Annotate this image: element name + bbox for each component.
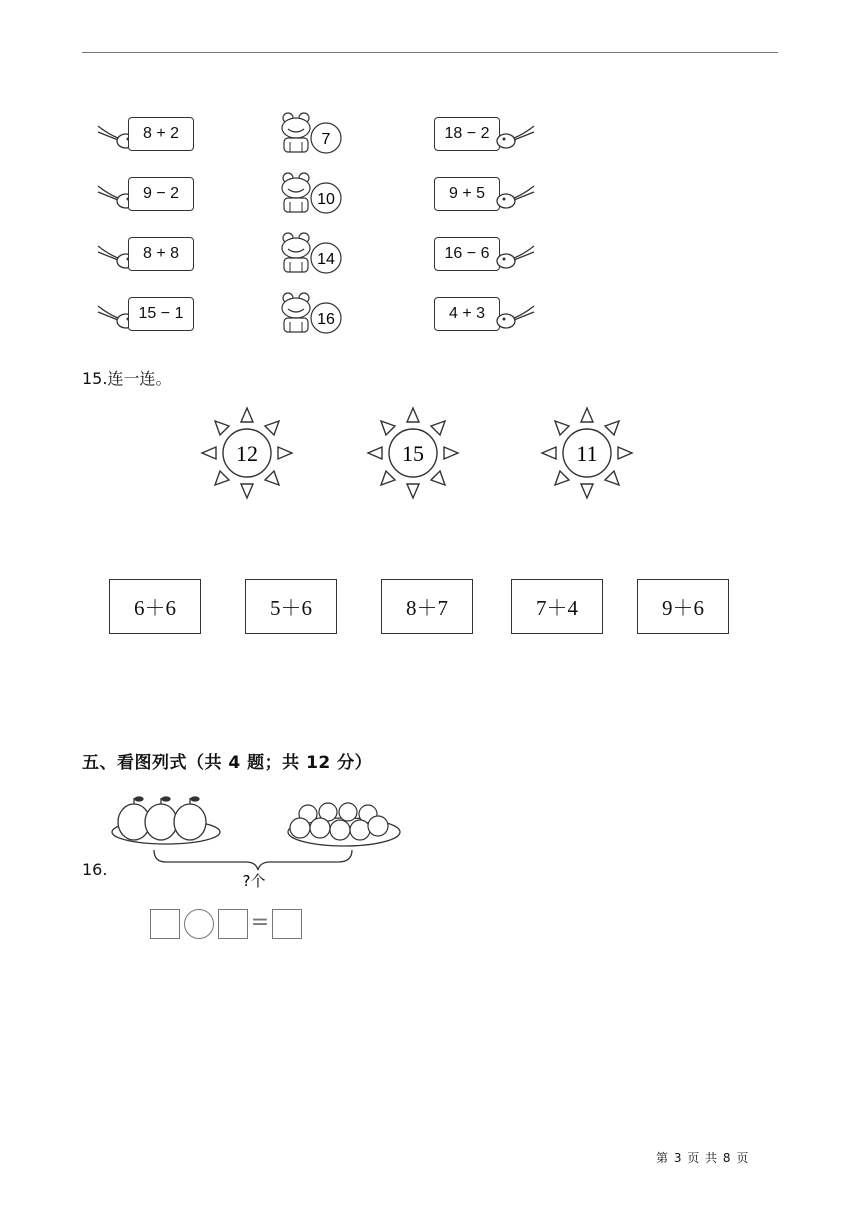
page-number: 第 3 页 共 8 页 <box>656 1151 750 1165</box>
expression-box: 5＋6 <box>245 579 337 634</box>
expression-card-right: 4 + 3 <box>434 297 500 331</box>
sun-icon <box>540 406 634 500</box>
matching-row <box>0 112 860 162</box>
question-15-label: 15.连一连。 <box>82 369 172 388</box>
apple-icon <box>118 804 206 840</box>
apples-plates-illustration <box>106 792 406 892</box>
expression-card-left: 8 + 2 <box>128 117 194 151</box>
sun-number: 11 <box>576 441 598 466</box>
expression-box: 7＋4 <box>511 579 603 634</box>
expression-card-left: 15 − 1 <box>128 297 194 331</box>
matching-row <box>0 172 860 222</box>
brace-label: ?个 <box>242 872 266 890</box>
expression-card-left: 8 + 8 <box>128 237 194 271</box>
expression-box: 8＋7 <box>381 579 473 634</box>
frog-number: 14 <box>317 251 335 268</box>
number-circle <box>309 121 343 155</box>
number-circle <box>309 241 343 275</box>
expression-card-right: 18 − 2 <box>434 117 500 151</box>
equals-sign: = <box>250 910 270 935</box>
sun-icon <box>366 406 460 500</box>
tadpole-icon <box>496 240 536 270</box>
tadpole-icon <box>496 300 536 330</box>
header-rule <box>82 52 778 53</box>
answer-box[interactable] <box>272 909 302 939</box>
sun-icon <box>200 406 294 500</box>
answer-row <box>150 908 310 942</box>
operator-circle[interactable] <box>184 909 214 939</box>
expression-card-left: 9 − 2 <box>128 177 194 211</box>
expression-box: 9＋6 <box>637 579 729 634</box>
apple-icon <box>290 803 388 840</box>
brace <box>154 850 352 870</box>
number-circle <box>309 301 343 335</box>
answer-box[interactable] <box>218 909 248 939</box>
frog-number: 7 <box>321 131 331 148</box>
frog-number: 10 <box>317 191 335 208</box>
frog-number: 16 <box>317 311 335 328</box>
tadpole-icon <box>496 120 536 150</box>
expression-box: 6＋6 <box>109 579 201 634</box>
matching-row <box>0 292 860 342</box>
sun-number: 15 <box>402 441 424 466</box>
expression-card-right: 16 − 6 <box>434 237 500 271</box>
sun-number: 12 <box>236 441 258 466</box>
tadpole-icon <box>496 180 536 210</box>
answer-box[interactable] <box>150 909 180 939</box>
number-circle <box>309 181 343 215</box>
section-title: 五、看图列式（共 4 题；共 12 分） <box>82 753 373 773</box>
expression-card-right: 9 + 5 <box>434 177 500 211</box>
question-16-label: 16. <box>82 860 108 879</box>
matching-row <box>0 232 860 282</box>
